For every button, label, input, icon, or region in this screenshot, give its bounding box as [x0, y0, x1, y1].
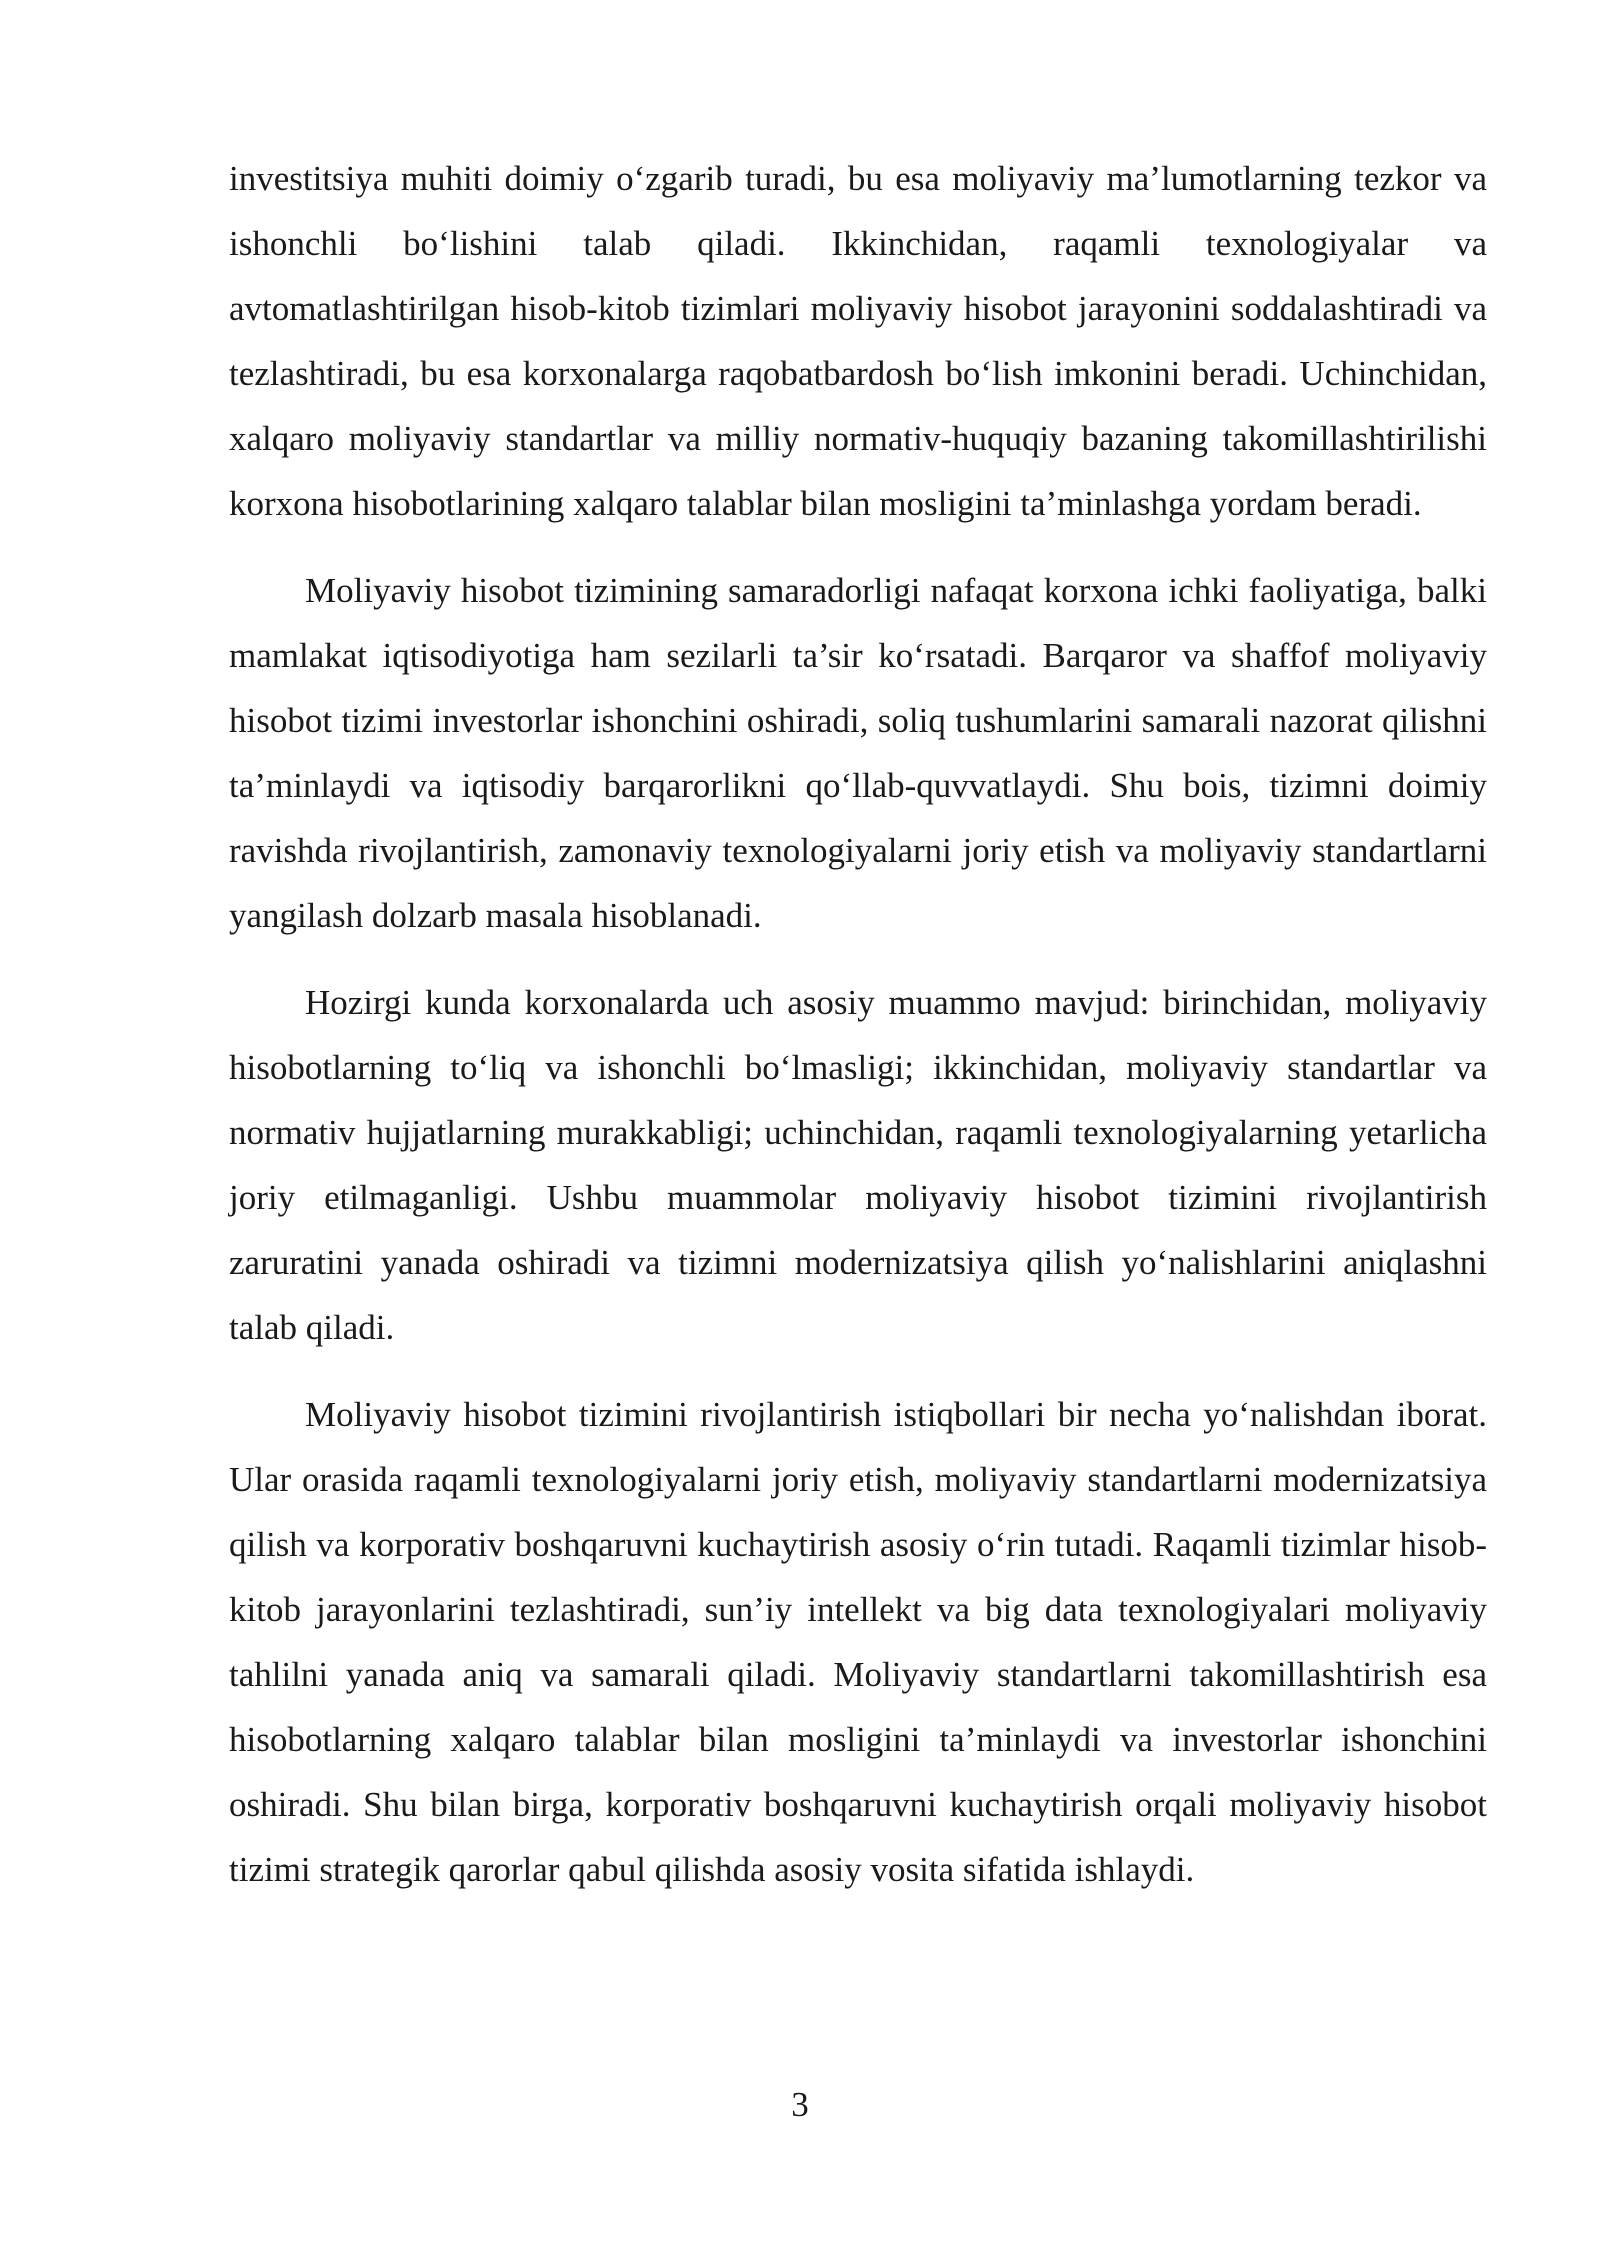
paragraph-continuation: investitsiya muhiti doimiy o‘zgarib turadi, bu esa moliyaviy ma’lumotlarning tezkor va ishonchli bo‘lishini talab qiladi. Ikkinchidan, raqamli texnologiyalar va avtomatlashtirilgan hisob-kitob tizimlari moliyaviy hisobot jarayonini soddalashtiradi va tezlashtiradi, bu esa korxonalarga raqobatbardosh bo‘lish imkonini beradi. Uchinchidan, xalqaro moliyaviy standartlar va milliy normativ-huquqiy bazaning takomillashtirilishi korxona hisobotlarining xalqaro talablar bilan mosligini ta’minlashga yordam beradi.: [229, 159, 1487, 523]
paragraph-current-problems: Hozirgi kunda korxonalarda uch asosiy muammo mavjud: birinchidan, moliyaviy hisobotlarning to‘liq va ishonchli bo‘lmasligi; ikkinchidan, moliyaviy standartlar va normativ hujjatlarning murakkabligi; uchinchidan, raqamli texnologiyalarning yetarlicha joriy etilmaganligi. Ushbu muammolar moliyaviy hisobot tizimini rivojlantirish zaruratini yanada oshiradi va tizimni modernizatsiya qilish yo‘nalishlarini aniqlashni talab qiladi.: [229, 983, 1487, 1347]
paragraph-reporting-efficiency: Moliyaviy hisobot tizimining samaradorligi nafaqat korxona ichki faoliyatiga, balki mamlakat iqtisodiyotiga ham sezilarli ta’sir ko‘rsatadi. Barqaror va shaffof moliyaviy hisobot tizimi investorlar ishonchini oshiradi, soliq tushumlarini samarali nazorat qilishni ta’minlaydi va iqtisodiy barqarorlikni qo‘llab-quvvatlaydi. Shu bois, tizimni doimiy ravishda rivojlantirish, zamonaviy texnologiyalarni joriy etish va moliyaviy standartlarni yangilash dolzarb masala hisoblanadi.: [229, 571, 1487, 935]
page-body: [229, 146, 1487, 1924]
page-number: 3: [791, 2085, 809, 2124]
paragraph-development-prospects: Moliyaviy hisobot tizimini rivojlantirish istiqbollari bir necha yo‘nalishdan iborat. Ular orasida raqamli texnologiyalarni joriy etish, moliyaviy standartlarni modernizatsiya qilish va korporativ boshqaruvni kuchaytirish asosiy o‘rin tutadi. Raqamli tizimlar hisob-kitob jarayonlarini tezlashtiradi, sun’iy intellekt va big data texnologiyalari moliyaviy tahlilni yanada aniq va samarali qiladi. Moliyaviy standartlarni takomillashtirish esa hisobotlarning xalqaro talablar bilan mosligini ta’minlaydi va investorlar ishonchini oshiradi. Shu bilan birga, korporativ boshqaruvni kuchaytirish orqali moliyaviy hisobot tizimi strategik qarorlar qabul qilishda asosiy vosita sifatida ishlaydi.: [229, 1395, 1487, 1889]
